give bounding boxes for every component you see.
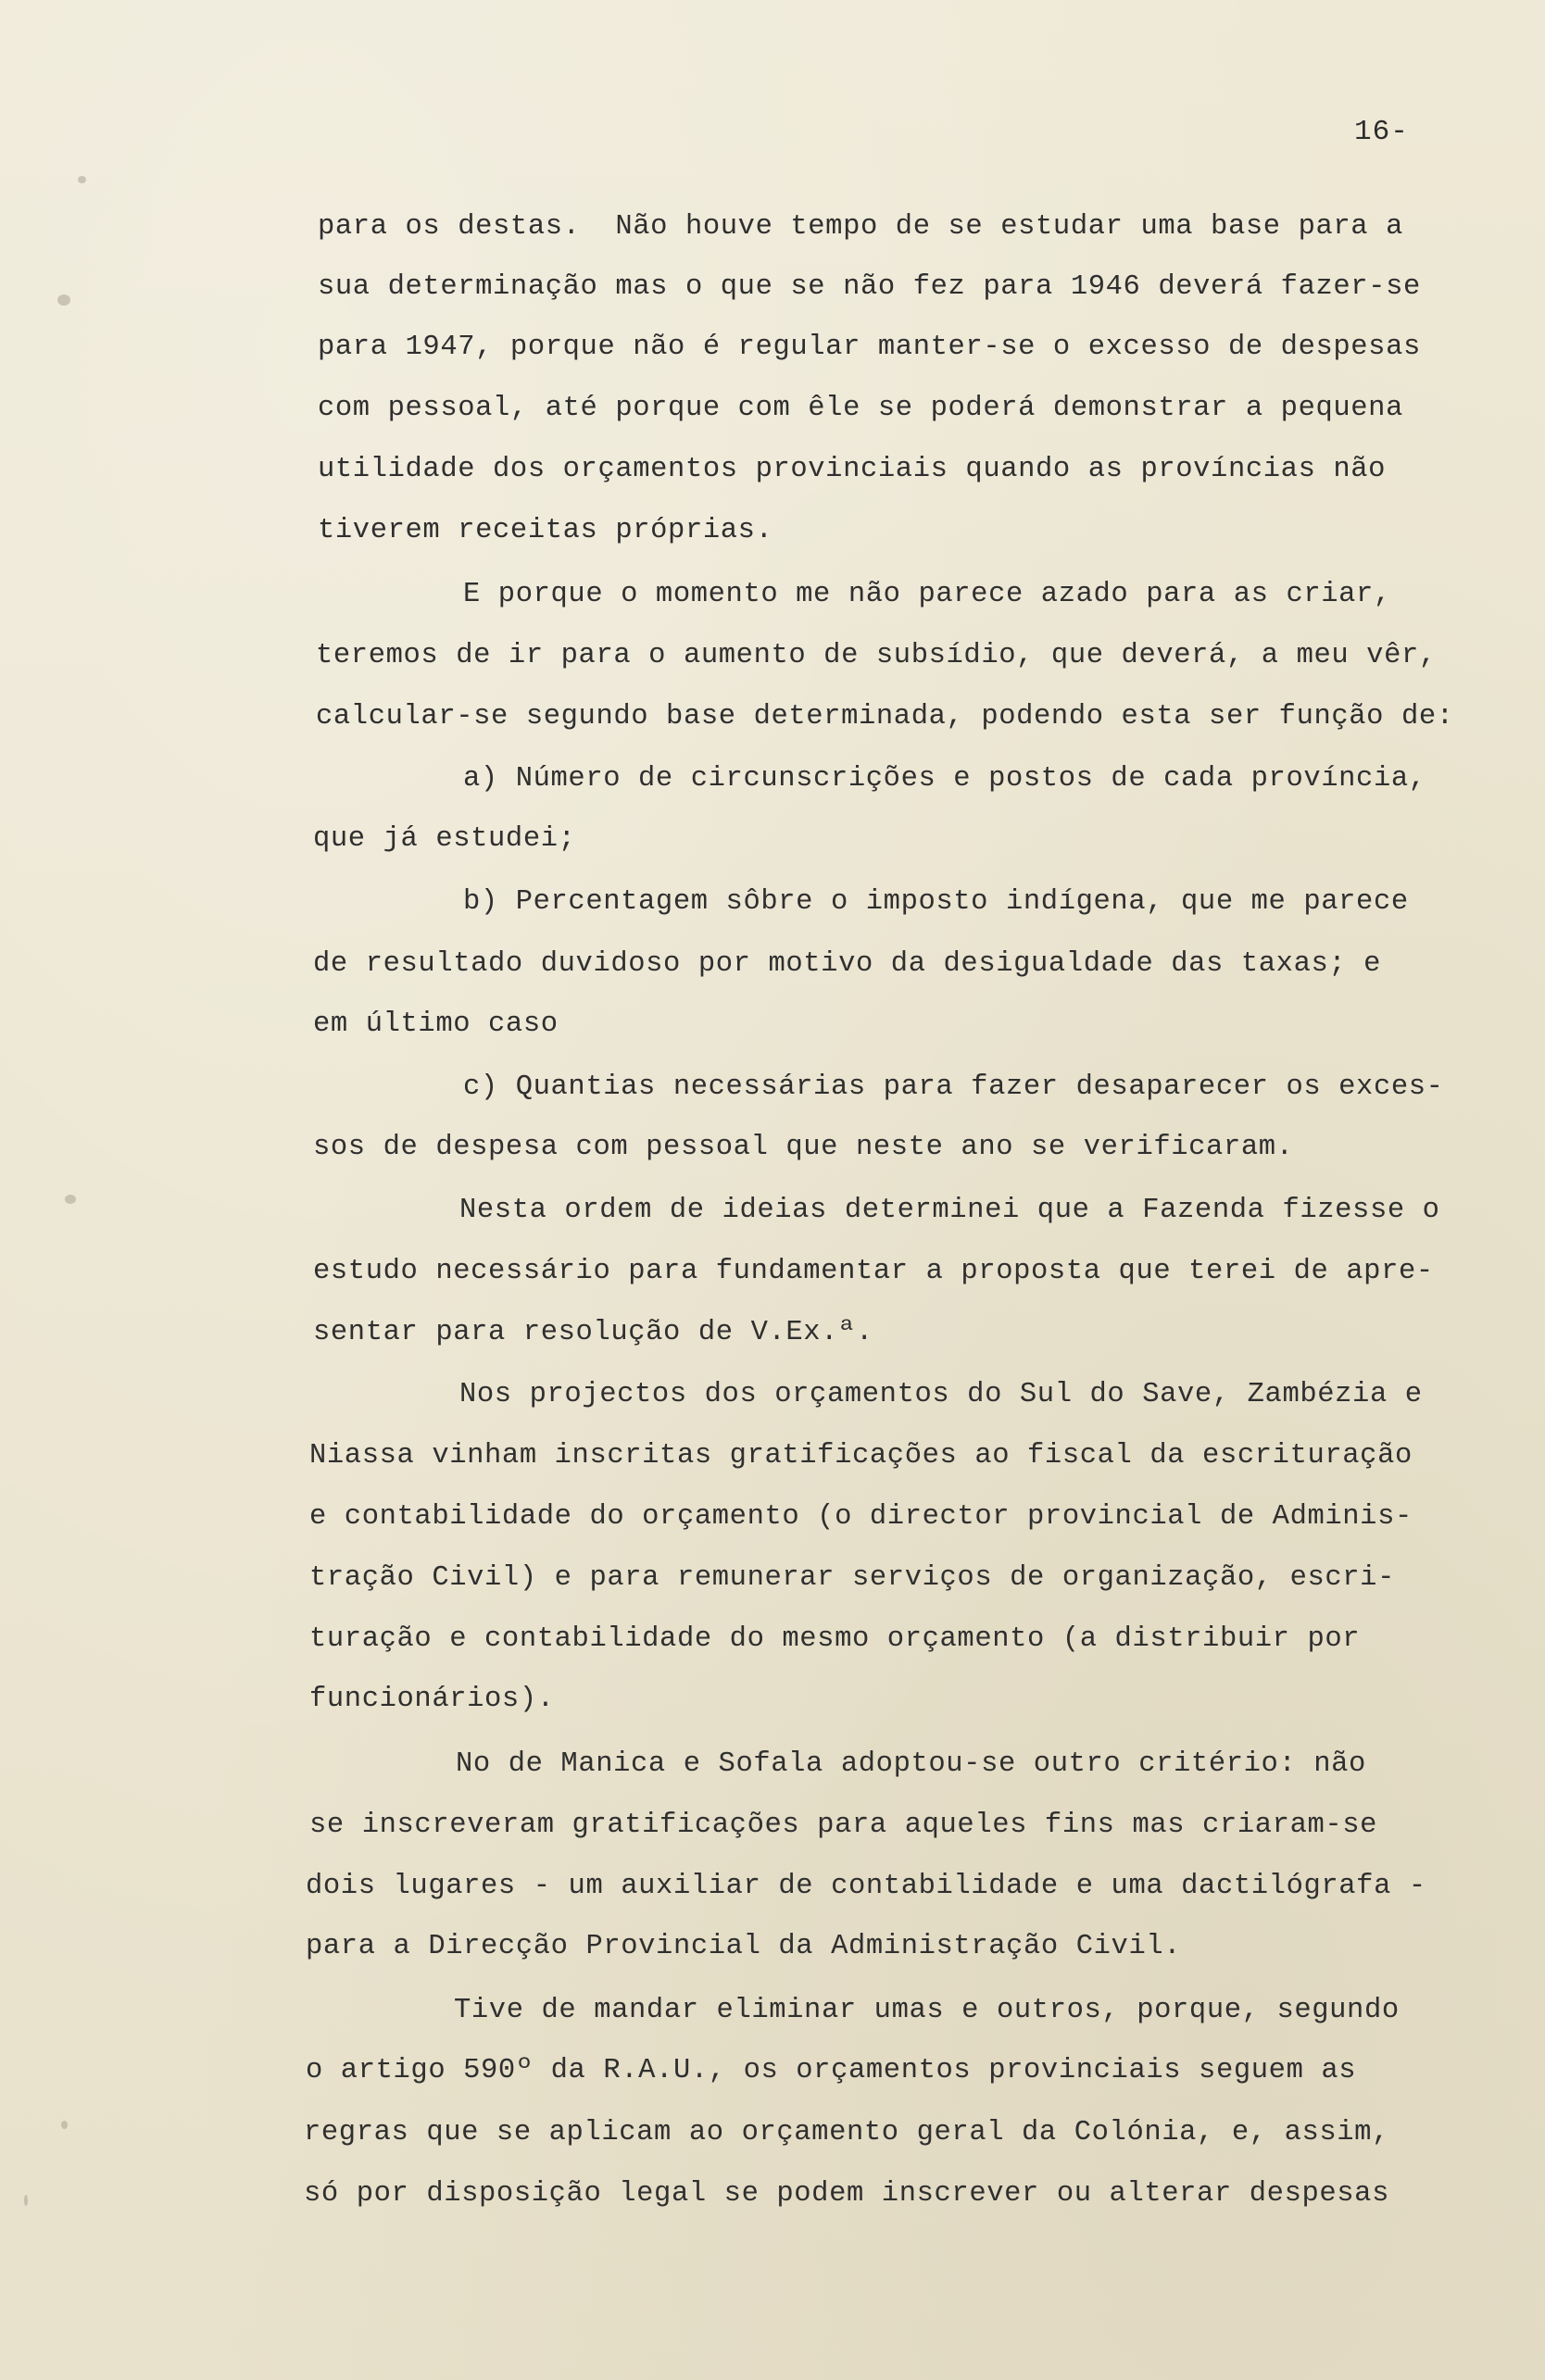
text-line: funcionários). [309, 1684, 555, 1715]
paper-speck [78, 176, 86, 183]
text-line: utilidade dos orçamentos provinciais quando as províncias não [318, 454, 1387, 485]
text-line: tiverem receitas próprias. [318, 515, 773, 546]
text-line: para a Direcção Provincial da Administração Civil. [306, 1931, 1182, 1962]
text-line: c) Quantias necessárias para fazer desaparecer os exces- [463, 1071, 1444, 1103]
text-line: calcular-se segundo base determinada, podendo esta ser função de: [316, 701, 1454, 733]
text-line: para 1947, porque não é regular manter-se o excesso de despesas [318, 332, 1421, 363]
text-line: teremos de ir para o aumento de subsídio, que deverá, a meu vêr, [316, 640, 1437, 671]
text-line: sentar para resolução de V.Ex.ª. [313, 1317, 873, 1348]
text-line: de resultado duvidoso por motivo da desigualdade das taxas; e [313, 948, 1382, 980]
text-line: em último caso [313, 1008, 559, 1040]
text-line: b) Percentagem sôbre o imposto indígena, que me parece [463, 886, 1409, 918]
text-line: Niassa vinham inscritas gratificações ao fiscal da escrituração [309, 1440, 1413, 1472]
paper-speck [57, 294, 70, 306]
text-line: só por disposição legal se podem inscrever ou alterar despesas [304, 2178, 1389, 2210]
text-line: e contabilidade do orçamento (o director provincial de Adminis- [309, 1501, 1413, 1533]
text-line: a) Número de circunscrições e postos de cada província, [463, 763, 1426, 795]
text-line: sos de despesa com pessoal que neste ano se verificaram. [313, 1132, 1294, 1163]
text-line: se inscreveram gratificações para aqueles fins mas criaram-se [309, 1810, 1378, 1841]
text-line: tração Civil) e para remunerar serviços de organização, escri- [309, 1562, 1395, 1594]
text-line: E porque o momento me não parece azado para as criar, [463, 579, 1391, 610]
text-line: com pessoal, até porque com êle se poderá demonstrar a pequena [318, 393, 1403, 424]
text-line: No de Manica e Sofala adoptou-se outro critério: não [456, 1748, 1366, 1780]
page-number: 16- [1354, 116, 1409, 148]
text-line: Tive de mandar eliminar umas e outros, porque, segundo [454, 1995, 1400, 2026]
text-line: que já estudei; [313, 823, 576, 855]
text-line: o artigo 590º da R.A.U., os orçamentos provinciais seguem as [306, 2055, 1357, 2086]
paper-speck [24, 2195, 28, 2206]
paper-speck [65, 1195, 76, 1204]
text-line: Nos projectos dos orçamentos do Sul do Save, Zambézia e [459, 1379, 1423, 1410]
text-line: regras que se aplicam ao orçamento geral da Colónia, e, assim, [304, 2117, 1389, 2148]
paper-speck [61, 2121, 68, 2129]
text-line: estudo necessário para fundamentar a proposta que terei de apre- [313, 1256, 1434, 1287]
text-line: turação e contabilidade do mesmo orçamento (a distribuir por [309, 1623, 1361, 1655]
text-line: Nesta ordem de ideias determinei que a Fazenda fizesse o [459, 1195, 1440, 1226]
text-line: dois lugares - um auxiliar de contabilidade e uma dactilógrafa - [306, 1871, 1426, 1902]
text-line: sua determinação mas o que se não fez para 1946 deverá fazer-se [318, 271, 1421, 303]
text-line: para os destas. Não houve tempo de se estudar uma base para a [318, 211, 1403, 243]
